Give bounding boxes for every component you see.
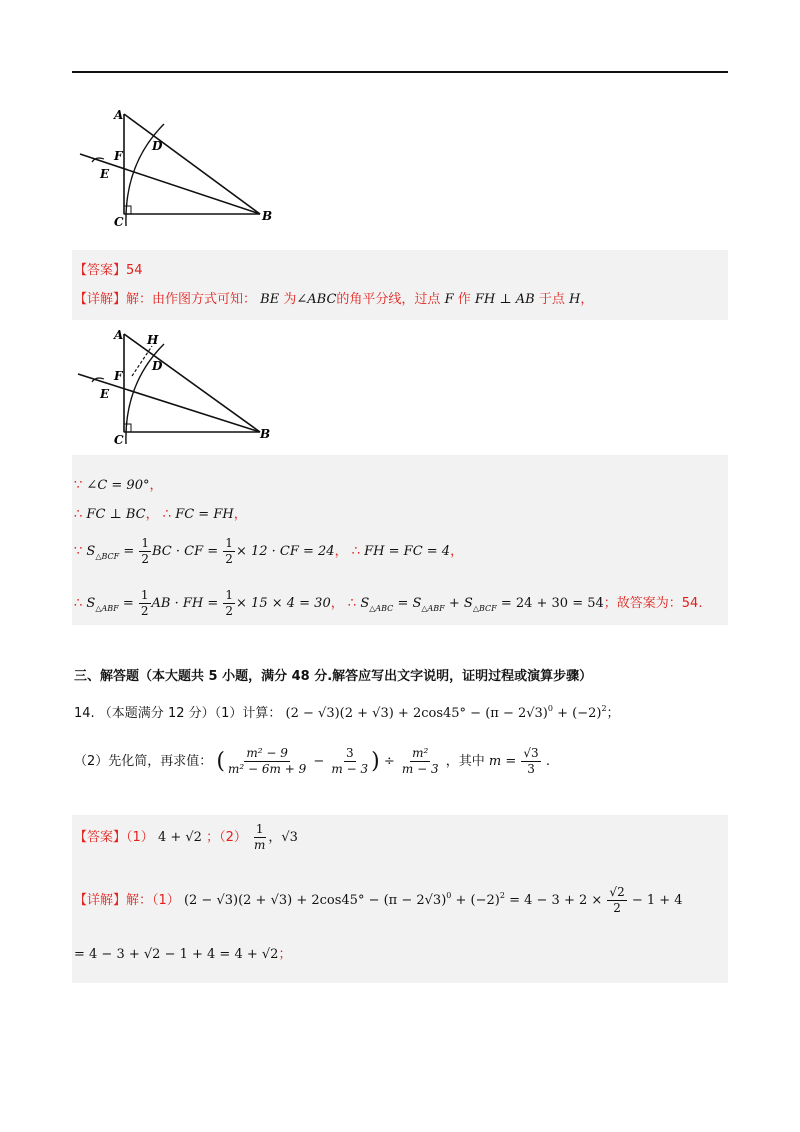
fraction — [607, 885, 626, 916]
math-expr: = 4 − 3 + 2 × — [509, 893, 603, 908]
label-C: C — [114, 215, 124, 229]
punct: ； — [278, 947, 292, 962]
frac-den: m − 3 — [401, 762, 439, 776]
punct: ， — [233, 507, 247, 522]
fraction-half — [223, 536, 235, 567]
detail-text: 解：（1） — [126, 893, 180, 908]
math-angle-c: ∠C = 90° — [86, 478, 150, 493]
math-fc-perp-bc: FC ⊥ BC — [86, 507, 146, 522]
math-h: H — [568, 292, 581, 307]
geometry-figure-1 — [74, 104, 284, 234]
label-A: A — [114, 108, 124, 122]
question-label: 14. （本题满分 12 分）（1）计算： — [74, 706, 282, 721]
math-expr: (2 − √3)(2 + √3) + 2cos45° − (π − 2√3) — [183, 893, 447, 908]
math-s: S — [86, 544, 96, 559]
header-rule — [72, 71, 728, 73]
geometry-figure-2 — [72, 320, 278, 455]
punct: ， — [330, 596, 344, 611]
answer-part: （1） — [126, 830, 154, 845]
q14-part1 — [74, 702, 620, 721]
math-expr: (2 − √3)(2 + √3) + 2cos45° − (π − 2√3) — [285, 706, 548, 721]
text: ，其中 — [445, 754, 485, 769]
punct: ， — [149, 478, 163, 493]
label-D: D — [152, 139, 163, 153]
math-abc: ∠ABC — [296, 292, 337, 307]
frac-num: 1 — [141, 536, 150, 550]
frac-den: 2 — [613, 901, 621, 915]
detail-text: ， — [580, 292, 594, 307]
label-E: E — [100, 387, 110, 401]
math-text: = S — [397, 596, 422, 611]
fraction-half — [139, 588, 151, 619]
frac-num: 1 — [255, 822, 264, 836]
frac-num: 3 — [345, 746, 354, 760]
fraction — [252, 822, 267, 853]
therefore-symbol: ∴ — [162, 507, 172, 522]
math-sup: 0 — [446, 891, 452, 900]
detail-14-line2 — [74, 943, 291, 962]
answer-value: 54 — [126, 263, 143, 278]
punct: ； — [206, 830, 220, 845]
frac-den: 2 — [225, 552, 233, 566]
math-sub: △ABF — [95, 604, 119, 613]
frac-num: 1 — [225, 588, 234, 602]
label-D: D — [152, 359, 163, 373]
math-text: m = — [488, 754, 517, 769]
detail-14-line — [74, 885, 683, 916]
label-E: E — [100, 167, 110, 181]
math-text: = 24 + 30 = 54 — [500, 596, 604, 611]
math-op: − — [313, 754, 325, 769]
fraction-half — [139, 536, 151, 567]
answer-part: （2） — [219, 830, 247, 845]
label-B: B — [262, 209, 273, 223]
fraction-half — [223, 588, 235, 619]
math-op: ÷ — [383, 754, 395, 769]
math-fh-perp: FH ⊥ AB — [474, 292, 535, 307]
because-symbol: ∵ — [74, 544, 83, 559]
fraction — [400, 746, 441, 777]
therefore-symbol: ∴ — [351, 544, 361, 559]
frac-num: m² − 9 — [246, 746, 288, 760]
fraction — [226, 746, 308, 777]
math-expr: + (−2) — [557, 706, 602, 721]
math-be: BE — [260, 292, 280, 307]
math-sup: 2 — [601, 704, 607, 713]
frac-den: 2 — [225, 604, 234, 618]
detail-text: 作 — [457, 292, 471, 307]
math-text: AB · FH = — [151, 596, 219, 611]
math-sub: △ABF — [421, 604, 445, 613]
fraction — [329, 746, 370, 777]
final-answer: ；故答案为：54. — [603, 596, 703, 611]
punct: ， — [450, 544, 464, 559]
frac-den: m − 3 — [331, 762, 369, 776]
answer-14-line — [74, 822, 298, 853]
math-sup: 0 — [547, 704, 553, 713]
detail-tag: 【详解】 — [74, 893, 127, 908]
frac-den: 2 — [141, 552, 150, 566]
detail-text: 为 — [283, 292, 297, 307]
math-sub: △BCF — [95, 552, 120, 561]
math-text: × 12 · CF = 24 — [235, 544, 335, 559]
step-4 — [74, 588, 702, 619]
answer-tag: 【答案】 — [74, 830, 127, 845]
frac-den: m — [254, 838, 266, 852]
section-heading — [74, 665, 592, 684]
detail-tag: 【详解】 — [74, 292, 127, 307]
frac-num: m² — [412, 746, 429, 760]
detail-text: 解：由作图方式可知： — [126, 292, 257, 307]
answer-13-line — [74, 259, 143, 278]
math-sub: △ABC — [369, 604, 394, 613]
math-text: BC · CF = — [152, 544, 219, 559]
label-F: F — [114, 149, 123, 163]
label-B: B — [260, 427, 271, 441]
math-s: S — [360, 596, 370, 611]
frac-den: 3 — [527, 762, 535, 776]
label-C: C — [114, 433, 124, 447]
punct: ， — [145, 507, 159, 522]
math-text: + S — [448, 596, 473, 611]
detail-text: 于点 — [538, 292, 565, 307]
therefore-symbol: ∴ — [74, 596, 83, 611]
step-1 — [74, 474, 162, 493]
math-fc-eq-fh: FC = FH — [175, 507, 234, 522]
frac-num: 1 — [225, 536, 233, 550]
frac-den: m² − 6m + 9 — [228, 762, 307, 776]
math-expr: + (−2) — [455, 893, 500, 908]
punct: ， — [334, 544, 348, 559]
math-expr: = 4 − 3 + √2 − 1 + 4 = 4 + √2 — [74, 947, 279, 962]
math-eq: = — [122, 596, 134, 611]
answer-tag: 【答案】 — [74, 263, 127, 278]
label-F: F — [114, 369, 123, 383]
math-sub: △BCF — [472, 604, 497, 613]
step-2 — [74, 503, 247, 522]
math-s: S — [86, 596, 96, 611]
label-A: A — [114, 328, 124, 342]
paren-open: ( — [216, 749, 226, 774]
therefore-symbol: ∴ — [347, 596, 357, 611]
frac-num: √2 — [609, 885, 625, 899]
step-3 — [74, 536, 463, 567]
section-title: 三、解答题（本大题共 5 小题，满分 48 分.解答应写出文字说明，证明过程或演算步骤） — [74, 669, 593, 684]
detail-13-line — [74, 288, 593, 307]
math-expr: − 1 + 4 — [631, 893, 683, 908]
paren-close: ) — [371, 749, 380, 774]
label-H: H — [147, 333, 159, 347]
detail-text: 的角平分线，过点 — [336, 292, 441, 307]
fraction — [521, 746, 540, 777]
punct: ； — [606, 706, 620, 721]
math-f: F — [444, 292, 454, 307]
math-eq: = — [123, 544, 135, 559]
punct: . — [545, 754, 550, 769]
math-text: × 15 × 4 = 30 — [236, 596, 331, 611]
q14-part2 — [74, 746, 550, 777]
math-fh-eq: FH = FC = 4 — [364, 544, 451, 559]
math-value: 4 + √2 — [157, 830, 202, 845]
math-sup: 2 — [499, 891, 505, 900]
therefore-symbol: ∴ — [74, 507, 83, 522]
frac-den: 2 — [140, 604, 149, 618]
frac-num: 1 — [140, 588, 149, 602]
question-label: （2）先化简，再求值： — [74, 754, 213, 769]
math-value: ，√3 — [268, 830, 298, 845]
because-symbol: ∵ — [74, 478, 83, 493]
answer-panel-13 — [72, 250, 728, 320]
frac-num: √3 — [523, 746, 539, 760]
